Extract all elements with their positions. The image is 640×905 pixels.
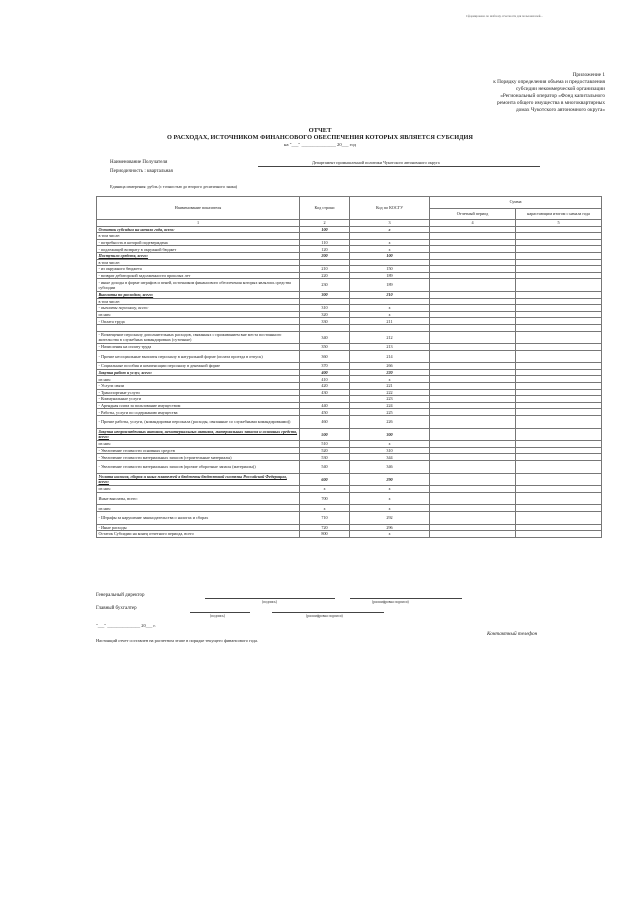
table-row <box>97 363 602 370</box>
row-name-cell: - Коммунальные услуги <box>97 396 300 403</box>
row-cumulative-value-cell <box>516 318 602 325</box>
table-row <box>97 454 602 461</box>
col-header-period: Отчетный период <box>430 208 516 220</box>
row-code-cell: 510 <box>300 441 350 448</box>
row-name-cell: - потребность в которой подтверждена <box>97 239 300 246</box>
row-kosgu-cell: х <box>350 376 430 383</box>
row-cumulative-value-cell <box>516 246 602 253</box>
row-period-value-cell <box>430 272 516 279</box>
director-name-caption: (расшифровка подписи) <box>372 600 409 604</box>
table-row <box>97 272 602 279</box>
row-period-value-cell <box>430 344 516 351</box>
col-header-kosgu: Код по КОСГУ <box>350 197 430 220</box>
row-kosgu-cell: 346 <box>350 461 430 474</box>
accountant-sign-line <box>190 612 250 613</box>
row-code-cell: 200 <box>300 252 350 259</box>
table-row <box>97 505 602 512</box>
row-kosgu-cell: х <box>350 441 430 448</box>
row-name-cell: - выплаты персоналу, всего: <box>97 305 300 312</box>
confirmation-text: Настоящий отчет составлен на расчетном этапе в порядке текущего финансового года. <box>96 638 259 643</box>
accountant-name-line <box>272 612 384 613</box>
table-row <box>97 441 602 448</box>
row-period-value-cell <box>430 246 516 253</box>
row-name-cell: из них: <box>97 311 300 318</box>
table-row <box>97 324 602 331</box>
row-kosgu-cell: 100 <box>350 252 430 259</box>
recipient-value: Департамент промышленной политики Чукотского автономного округа <box>312 160 440 165</box>
row-code-cell: 340 <box>300 331 350 344</box>
signature-date-line: "___" _______________ 20___ г. <box>96 623 156 628</box>
row-code-cell <box>300 396 350 403</box>
recipient-label: Наименование Получателя <box>110 160 168 165</box>
row-cumulative-value-cell <box>516 441 602 448</box>
row-period-value-cell <box>430 461 516 474</box>
row-name-cell: - Работы, услуги по содержанию имущества <box>97 409 300 416</box>
row-kosgu-cell: 212 <box>350 331 430 344</box>
row-cumulative-value-cell <box>516 409 602 416</box>
row-period-value-cell <box>430 376 516 383</box>
row-code-cell: 410 <box>300 376 350 383</box>
row-period-value-cell <box>430 239 516 246</box>
row-cumulative-value-cell <box>516 233 602 240</box>
row-name-cell: - Услуги связи <box>97 383 300 390</box>
appendix-line: ремонта общего имущества в многоквартирных <box>497 100 605 106</box>
row-period-value-cell <box>430 233 516 240</box>
row-code-cell <box>300 233 350 240</box>
row-period-value-cell <box>430 369 516 376</box>
row-code-cell <box>300 298 350 305</box>
row-cumulative-value-cell <box>516 505 602 512</box>
appendix-line: домах Чукотского автономного округа» <box>515 107 605 113</box>
row-cumulative-value-cell <box>516 350 602 363</box>
appendix-line: Приложение 1 <box>572 72 605 78</box>
row-kosgu-cell: 210 <box>350 291 430 298</box>
row-name-cell: Выплаты по расходам, всего: <box>97 291 300 298</box>
row-cumulative-value-cell <box>516 369 602 376</box>
row-kosgu-cell: 310 <box>350 447 430 454</box>
row-cumulative-value-cell <box>516 486 602 493</box>
row-code-cell: 530 <box>300 454 350 461</box>
row-code-cell: 710 <box>300 511 350 524</box>
row-code-cell: 330 <box>300 318 350 325</box>
row-name-cell: - Прочие работы, услуги, (командировки персонала (расходы, связанные со служебными командировками)) <box>97 416 300 429</box>
row-cumulative-value-cell <box>516 389 602 396</box>
row-code-cell: 100 <box>300 226 350 233</box>
row-code-cell: х <box>300 505 350 512</box>
report-date-line: на "___" _______________ 20___ год <box>284 142 356 147</box>
row-kosgu-cell <box>350 298 430 305</box>
row-name-cell: в том числе: <box>97 233 300 240</box>
table-row <box>97 298 602 305</box>
row-period-value-cell <box>430 389 516 396</box>
row-kosgu-cell: 213 <box>350 344 430 351</box>
row-period-value-cell <box>430 331 516 344</box>
row-period-value-cell <box>430 324 516 331</box>
column-number-row <box>97 220 602 227</box>
table-row <box>97 259 602 266</box>
table-row <box>97 318 602 325</box>
table-row <box>97 428 602 441</box>
col-header-code: Код строки <box>300 197 350 220</box>
column-number: 2 <box>300 220 350 227</box>
row-period-value-cell <box>430 383 516 390</box>
row-cumulative-value-cell <box>516 331 602 344</box>
row-code-cell: 700 <box>300 492 350 505</box>
row-name-cell: Остаток субсидии на начало года, всего: <box>97 226 300 233</box>
row-code-cell: 400 <box>300 369 350 376</box>
table-row <box>97 492 602 505</box>
row-name-cell: - Арендная плата за пользование имуществом <box>97 402 300 409</box>
row-period-value-cell <box>430 311 516 318</box>
report-subtitle: О РАСХОДАХ, ИСТОЧНИКОМ ФИНАНСОВОГО ОБЕСПЕЧЕНИЯ КОТОРЫХ ЯВЛЯЕТСЯ СУБСИДИЯ <box>167 134 473 141</box>
units-label: Единица измерения: рубль (с точностью до второго десятичного знака) <box>110 184 238 189</box>
row-kosgu-cell: 225 <box>350 409 430 416</box>
row-name-cell: в том числе: <box>97 259 300 266</box>
row-code-cell: 520 <box>300 447 350 454</box>
report-title: ОТЧЕТ <box>308 127 332 134</box>
row-name-cell: - Социальные пособия и компенсации персоналу в денежной форме <box>97 363 300 370</box>
row-name-cell: - Транспортные услуги <box>97 389 300 396</box>
table-row <box>97 383 602 390</box>
table-row <box>97 233 602 240</box>
row-cumulative-value-cell <box>516 376 602 383</box>
row-code-cell: 440 <box>300 402 350 409</box>
row-kosgu-cell: 223 <box>350 396 430 403</box>
row-code-cell: х <box>300 486 350 493</box>
row-period-value-cell <box>430 447 516 454</box>
table-row <box>97 461 602 474</box>
director-label: Генеральный директор <box>96 593 145 598</box>
row-name-cell: - Штрафы за нарушение законодательства о налогах и сборах <box>97 511 300 524</box>
row-name-cell: - Прочие несоциальные выплаты персоналу в натуральной форме (оплата проезда в отпуск) <box>97 350 300 363</box>
row-kosgu-cell: 290 <box>350 473 430 486</box>
appendix-line: к Порядку определения объема и предоставления <box>493 79 605 85</box>
table-row <box>97 226 602 233</box>
row-code-cell <box>300 259 350 266</box>
row-code-cell: 220 <box>300 272 350 279</box>
row-kosgu-cell: х <box>350 505 430 512</box>
row-cumulative-value-cell <box>516 396 602 403</box>
row-cumulative-value-cell <box>516 383 602 390</box>
row-kosgu-cell: 211 <box>350 318 430 325</box>
table-row <box>97 396 602 403</box>
contact-phone-label: Контактный телефон <box>487 631 538 637</box>
table-row <box>97 486 602 493</box>
table-row <box>97 402 602 409</box>
row-period-value-cell <box>430 298 516 305</box>
row-cumulative-value-cell <box>516 344 602 351</box>
row-name-cell: из них: <box>97 505 300 512</box>
row-period-value-cell <box>430 226 516 233</box>
row-cumulative-value-cell <box>516 252 602 259</box>
row-cumulative-value-cell <box>516 428 602 441</box>
column-number: 3 <box>350 220 430 227</box>
director-name-line <box>350 598 462 599</box>
row-name-cell: из них: <box>97 376 300 383</box>
row-period-value-cell <box>430 492 516 505</box>
row-kosgu-cell <box>350 233 430 240</box>
row-period-value-cell <box>430 416 516 429</box>
row-cumulative-value-cell <box>516 324 602 331</box>
row-code-cell: 310 <box>300 305 350 312</box>
row-period-value-cell <box>430 428 516 441</box>
table-row <box>97 246 602 253</box>
row-kosgu-cell <box>350 259 430 266</box>
row-name-cell: в том числе: <box>97 298 300 305</box>
row-kosgu-cell <box>350 324 430 331</box>
row-name-cell: - подлежащей возврату в окружной бюджет <box>97 246 300 253</box>
row-code-cell: 420 <box>300 383 350 390</box>
row-kosgu-cell: х <box>350 239 430 246</box>
table-row <box>97 311 602 318</box>
row-name-cell: - Иные расходы <box>97 524 300 531</box>
row-name-cell: Закупка работ и услуг, всего: <box>97 369 300 376</box>
row-cumulative-value-cell <box>516 461 602 474</box>
row-cumulative-value-cell <box>516 298 602 305</box>
table-row <box>97 409 602 416</box>
row-name-cell: - Увеличение стоимости основных средств <box>97 447 300 454</box>
row-name-cell <box>97 324 300 331</box>
row-period-value-cell <box>430 396 516 403</box>
row-cumulative-value-cell <box>516 266 602 273</box>
appendix-block <box>430 72 605 114</box>
table-row <box>97 369 602 376</box>
table-row <box>97 350 602 363</box>
row-period-value-cell <box>430 505 516 512</box>
table-row <box>97 305 602 312</box>
column-number: 4 <box>430 220 516 227</box>
periodicity-label: Периодичность : квартальная <box>110 169 173 174</box>
row-code-cell: 460 <box>300 416 350 429</box>
col-header-cumulative: нарастающим итогом с начала года <box>516 208 602 220</box>
row-cumulative-value-cell <box>516 239 602 246</box>
row-period-value-cell <box>430 350 516 363</box>
row-code-cell: 350 <box>300 344 350 351</box>
row-cumulative-value-cell <box>516 402 602 409</box>
row-cumulative-value-cell <box>516 311 602 318</box>
row-name-cell: из них: <box>97 486 300 493</box>
row-cumulative-value-cell <box>516 305 602 312</box>
accountant-name-caption: (расшифровка подписи) <box>306 614 343 618</box>
row-cumulative-value-cell <box>516 473 602 486</box>
table-row <box>97 389 602 396</box>
row-kosgu-cell: 226 <box>350 416 430 429</box>
row-cumulative-value-cell <box>516 524 602 531</box>
row-kosgu-cell: 189 <box>350 279 430 292</box>
row-kosgu-cell: х <box>350 531 430 538</box>
row-period-value-cell <box>430 279 516 292</box>
row-name-cell: - Увеличение стоимости материальных запасов (прочие оборотные запасы (материалы)) <box>97 461 300 474</box>
row-period-value-cell <box>430 402 516 409</box>
director-sign-caption: (подпись) <box>262 600 277 604</box>
table-row <box>97 416 602 429</box>
row-kosgu-cell: 150 <box>350 266 430 273</box>
row-kosgu-cell: 221 <box>350 383 430 390</box>
row-name-cell: Остаток Субсидии на конец отчетного периода, всего <box>97 531 300 538</box>
table-row <box>97 376 602 383</box>
row-code-cell: 370 <box>300 363 350 370</box>
row-period-value-cell <box>430 259 516 266</box>
row-kosgu-cell: 344 <box>350 454 430 461</box>
row-name-cell: Закупка непроизведенных активов, нематериальных активов, материальных запасов и основных средств, всего: <box>97 428 300 441</box>
row-kosgu-cell: х <box>350 305 430 312</box>
row-kosgu-cell: х <box>350 226 430 233</box>
table-row <box>97 344 602 351</box>
appendix-line: субсидии некоммерческой организации <box>515 86 605 92</box>
row-name-cell: Иные выплаты, всего: <box>97 492 300 505</box>
row-cumulative-value-cell <box>516 492 602 505</box>
table-row <box>97 291 602 298</box>
row-code-cell: 300 <box>300 291 350 298</box>
row-code-cell: 500 <box>300 428 350 441</box>
header-note: Сформировано по шаблону отчетности для пользователей... <box>466 14 543 18</box>
row-code-cell: 430 <box>300 389 350 396</box>
accountant-label: Главный бухгалтер <box>96 606 137 611</box>
row-name-cell: - из окружного бюджета <box>97 266 300 273</box>
row-name-cell: - Возмещение персоналу дополнительных расходов, связанных с проживанием вне места постоянного жительства в служебных командировках (суточные) <box>97 331 300 344</box>
director-sign-line <box>205 598 335 599</box>
row-period-value-cell <box>430 486 516 493</box>
table-row <box>97 511 602 524</box>
table-row <box>97 266 602 273</box>
row-cumulative-value-cell <box>516 416 602 429</box>
row-cumulative-value-cell <box>516 363 602 370</box>
table-row <box>97 252 602 259</box>
row-kosgu-cell: 224 <box>350 402 430 409</box>
table-row <box>97 447 602 454</box>
row-cumulative-value-cell <box>516 291 602 298</box>
row-name-cell: - Оплата труда <box>97 318 300 325</box>
row-kosgu-cell: 300 <box>350 428 430 441</box>
row-name-cell: Уплата налогов, сборов и иных платежей в бюджеты бюджетной системы Российской Федерации, всего: <box>97 473 300 486</box>
row-period-value-cell <box>430 266 516 273</box>
row-cumulative-value-cell <box>516 279 602 292</box>
table-row <box>97 239 602 246</box>
row-period-value-cell <box>430 363 516 370</box>
row-cumulative-value-cell <box>516 447 602 454</box>
table-row <box>97 473 602 486</box>
row-period-value-cell <box>430 305 516 312</box>
row-name-cell: из них: <box>97 441 300 448</box>
table-row <box>97 279 602 292</box>
row-kosgu-cell: х <box>350 311 430 318</box>
row-code-cell: 800 <box>300 531 350 538</box>
row-cumulative-value-cell <box>516 454 602 461</box>
row-period-value-cell <box>430 473 516 486</box>
row-kosgu-cell: 189 <box>350 272 430 279</box>
row-code-cell: 210 <box>300 266 350 273</box>
col-header-name: Наименование показателя <box>97 197 300 220</box>
row-period-value-cell <box>430 291 516 298</box>
col-header-sum: Сумма <box>430 197 602 209</box>
row-kosgu-cell: х <box>350 492 430 505</box>
table-row <box>97 531 602 538</box>
row-kosgu-cell: 266 <box>350 363 430 370</box>
row-cumulative-value-cell <box>516 272 602 279</box>
row-kosgu-cell: 296 <box>350 524 430 531</box>
row-cumulative-value-cell <box>516 531 602 538</box>
row-code-cell: 230 <box>300 279 350 292</box>
row-kosgu-cell: х <box>350 486 430 493</box>
table-row <box>97 331 602 344</box>
row-code-cell: 320 <box>300 311 350 318</box>
row-period-value-cell <box>430 524 516 531</box>
row-code-cell: 720 <box>300 524 350 531</box>
appendix-line: «Региональный оператор «Фонд капитального <box>500 93 605 99</box>
row-code-cell: 600 <box>300 473 350 486</box>
recipient-underline <box>258 166 540 167</box>
accountant-sign-caption: (подпись) <box>210 614 225 618</box>
column-number: 5 <box>516 220 602 227</box>
row-kosgu-cell: х <box>350 246 430 253</box>
report-table <box>96 196 602 538</box>
row-code-cell: 120 <box>300 246 350 253</box>
row-kosgu-cell: 222 <box>350 389 430 396</box>
row-code-cell: 360 <box>300 350 350 363</box>
row-name-cell: - возврат дебиторской задолженности прошлых лет <box>97 272 300 279</box>
row-code-cell: 540 <box>300 461 350 474</box>
row-cumulative-value-cell <box>516 511 602 524</box>
row-kosgu-cell: 292 <box>350 511 430 524</box>
row-code-cell <box>300 324 350 331</box>
row-name-cell: - Увеличение стоимости материальных запасов (строительные материалы) <box>97 454 300 461</box>
row-name-cell: - Начисления на оплату труда <box>97 344 300 351</box>
row-code-cell: 110 <box>300 239 350 246</box>
row-period-value-cell <box>430 531 516 538</box>
row-period-value-cell <box>430 318 516 325</box>
row-code-cell: 450 <box>300 409 350 416</box>
row-cumulative-value-cell <box>516 259 602 266</box>
row-period-value-cell <box>430 454 516 461</box>
row-name-cell: Поступило средств, всего: <box>97 252 300 259</box>
row-kosgu-cell: 220 <box>350 369 430 376</box>
row-period-value-cell <box>430 409 516 416</box>
column-number: 1 <box>97 220 300 227</box>
row-name-cell: - иные доходы в форме штрафов и пеней, источником финансового обеспечения которых являлись средства субсидии <box>97 279 300 292</box>
table-row <box>97 524 602 531</box>
row-period-value-cell <box>430 511 516 524</box>
row-cumulative-value-cell <box>516 226 602 233</box>
row-period-value-cell <box>430 441 516 448</box>
row-period-value-cell <box>430 252 516 259</box>
row-kosgu-cell: 214 <box>350 350 430 363</box>
